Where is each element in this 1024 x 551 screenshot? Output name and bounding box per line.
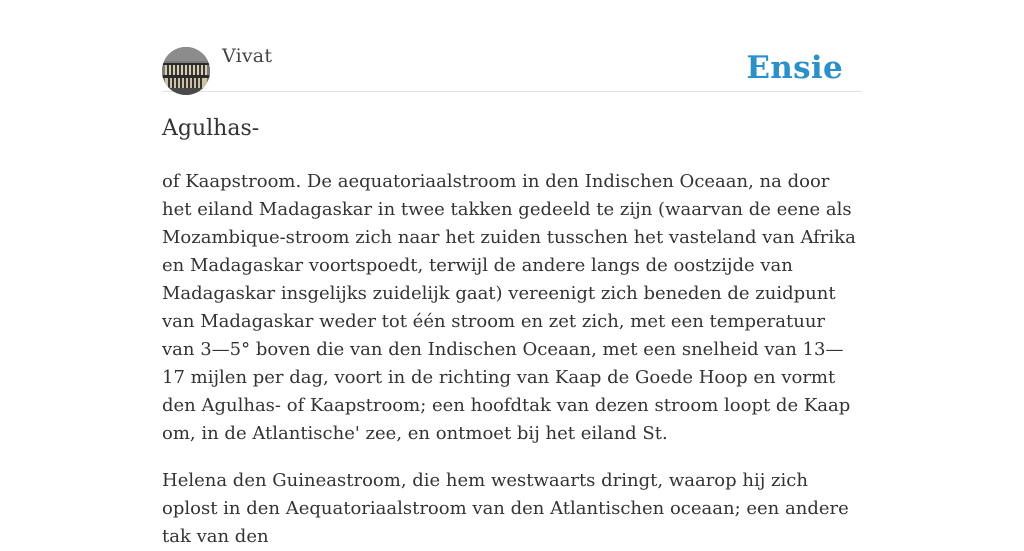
bookshelf-avatar-icon[interactable] — [162, 47, 210, 95]
header — [162, 0, 862, 92]
source-name[interactable]: Vivat — [222, 45, 273, 67]
article-paragraph: of Kaapstroom. De aequatoriaalstroom in den Indischen Oceaan, na door het eiland Madagaskar in twee takken gedeeld te zijn (waarvan de eene als Mozambique-stroom zich naar het zuiden tusschen het vasteland van Afrika en Madagaskar voortspoedt, terwijl de andere langs de oostzijde van Madagaskar insgelijks zuidelijk gaat) vereenigt zich beneden de zuidpunt van Madagaskar weder tot één stroom en zet zich, met een temperatuur van 3—5° boven die van den Indischen Oceaan, met een snelheid van 13—17 mijlen per dag, voort in de richting van Kaap de Goede Hoop en vormt den Agulhas- of Kaapstroom; een hoofdtak van dezen stroom loopt de Kaap om, in de Atlantische' zee, en ontmoet bij het eiland St. — [162, 171, 856, 444]
article-page — [162, 0, 862, 547]
article-title: Agulhas- — [162, 116, 260, 141]
brand-logo[interactable]: Ensie — [746, 50, 843, 86]
article-paragraph: Helena den Guineastroom, die hem westwaarts dringt, waarop hij zich oplost in den Aequatoriaalstroom van den Atlantischen oceaan; een andere tak van den — [162, 470, 849, 547]
